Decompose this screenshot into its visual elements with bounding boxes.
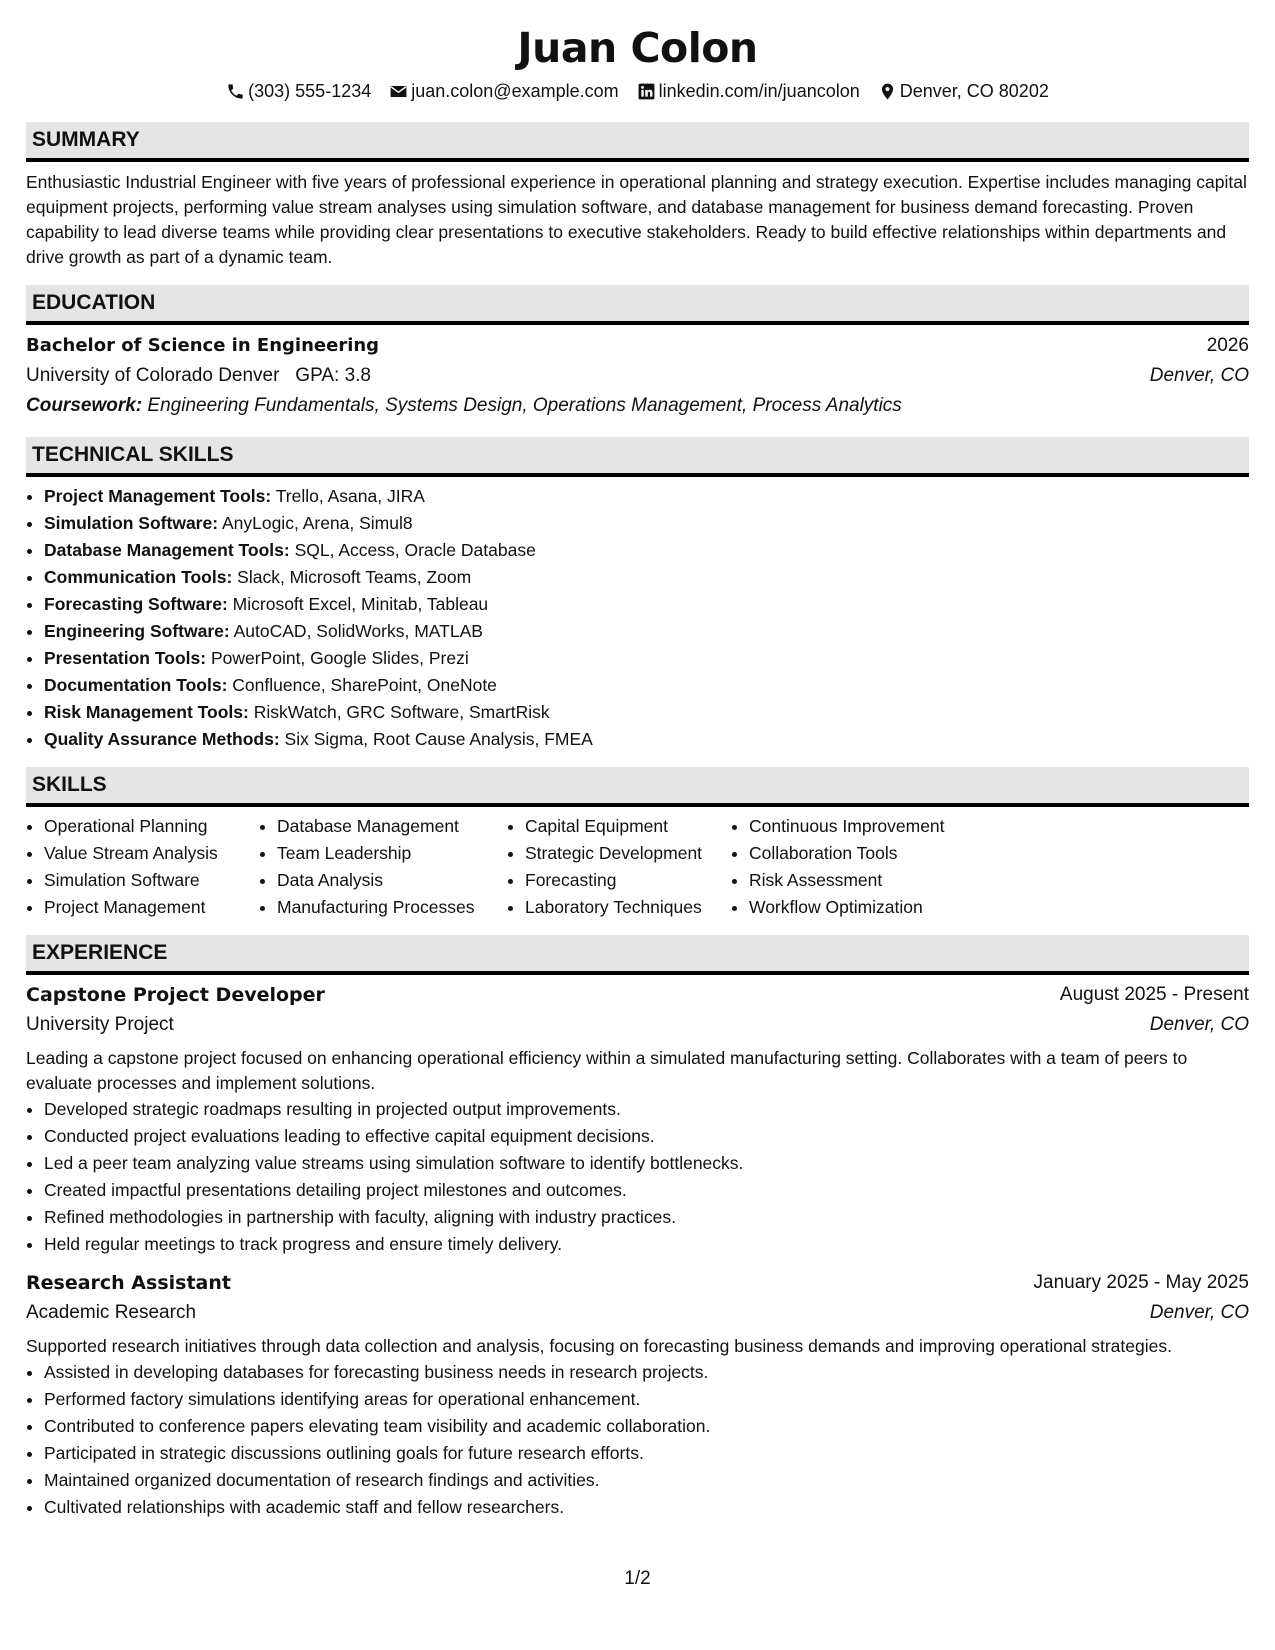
skill-values: PowerPoint, Google Slides, Prezi [210,648,469,668]
job-title-row [26,1268,1249,1298]
education-row-1 [26,331,1249,361]
page-number: 1/2 [624,1568,651,1589]
list-item: • Team Leadership [277,840,507,867]
skills-column-4 [731,813,945,921]
degree-title: Bachelor of Science in Engineering [26,335,380,356]
job-title: Research Assistant [26,1272,231,1294]
list-item [44,537,1249,564]
coursework-list: Engineering Fundamentals, Systems Design, Operations Management, Process Analytics [147,395,902,416]
skill-category: Quality Assurance Methods: [44,729,280,749]
list-item [44,618,1249,645]
skills-column-1 [26,813,259,921]
list-item: • Led a peer team analyzing value streams using simulation software to identify bottlenecks. [44,1150,1249,1177]
summary-heading: SUMMARY [26,122,1249,162]
coursework-label: Coursework: [26,395,143,416]
list-item: • Created impactful presentations detailing project milestones and outcomes. [44,1177,1249,1204]
skills-heading: SKILLS [26,767,1249,807]
job-description: Leading a capstone project focused on enhancing operational efficiency within a simulated manufacturing setting. Collaborates with a team of peers to evaluate processes and implement solutions. [26,1048,1188,1093]
list-item: • Collaboration Tools [749,840,945,867]
job-bullets [26,1096,1249,1258]
list-item: • Database Management [277,813,507,840]
job-org-row [26,1010,1249,1040]
list-item: • Forecasting [525,867,731,894]
list-item: • Simulation Software [44,867,259,894]
list-item: • Assisted in developing databases for forecasting business needs in research projects. [44,1359,1249,1386]
list-item [44,672,1249,699]
email-link[interactable]: juan.colon@example.com [411,81,619,101]
list-item: • Workflow Optimization [749,894,945,921]
job-org: Academic Research [26,1302,197,1323]
linkedin-link[interactable]: linkedin.com/in/juancolon [658,81,860,101]
technical-skills-list [26,483,1249,753]
education-row-2 [26,361,1249,391]
skills-column-3 [507,813,731,921]
skill-category: Project Management Tools: [44,486,272,506]
skill-values: Six Sigma, Root Cause Analysis, FMEA [284,729,593,749]
list-item: • Developed strategic roadmaps resulting in projected output improvements. [44,1096,1249,1123]
list-item: • Manufacturing Processes [277,894,507,921]
envelope-icon [389,82,408,101]
contact-email[interactable] [389,78,618,104]
list-item: • Participated in strategic discussions outlining goals for future research efforts. [44,1440,1249,1467]
list-item: • Capital Equipment [525,813,731,840]
job-dates: August 2025 - Present [1059,984,1249,1005]
job-description: Supported research initiatives through data collection and analysis, focusing on forecasting business demands and improving operational strategies. [26,1336,1172,1356]
job-org-row [26,1298,1249,1328]
job-location: Denver, CO [1149,1014,1249,1035]
list-item: • Laboratory Techniques [525,894,731,921]
gpa: GPA: 3.8 [295,365,371,386]
list-item: • Project Management [44,894,259,921]
resume-page [26,18,1249,1531]
list-item: • Conducted project evaluations leading to effective capital equipment decisions. [44,1123,1249,1150]
list-item: • Continuous Improvement [749,813,945,840]
phone-icon [226,82,245,101]
skill-category: Communication Tools: [44,567,233,587]
job-entry [26,980,1249,1258]
list-item [44,510,1249,537]
education-entry [26,331,1249,421]
job-title: Capstone Project Developer [26,984,325,1006]
contact-phone [226,78,371,104]
skill-category: Forecasting Software: [44,594,228,614]
skill-values: SQL, Access, Oracle Database [294,540,536,560]
skill-category: Risk Management Tools: [44,702,249,722]
list-item: • Operational Planning [44,813,259,840]
graduation-year: 2026 [1206,335,1249,356]
coursework-line [26,391,1249,421]
list-item: • Risk Assessment [749,867,945,894]
list-item: • Contributed to conference papers elevating team visibility and academic collaboration. [44,1413,1249,1440]
education-heading: EDUCATION [26,285,1249,325]
contact-location [878,78,1049,104]
list-item: • Performed factory simulations identifying areas for operational enhancement. [44,1386,1249,1413]
skill-category: Presentation Tools: [44,648,207,668]
list-item: • Data Analysis [277,867,507,894]
job-title-row [26,980,1249,1010]
contact-bar [26,78,1249,104]
skill-values: RiskWatch, GRC Software, SmartRisk [253,702,550,722]
skills-column-2 [259,813,507,921]
skill-values: Slack, Microsoft Teams, Zoom [237,567,472,587]
phone-text: (303) 555-1234 [248,81,372,101]
skills-grid [26,813,1249,921]
location-text: Denver, CO 80202 [899,81,1049,101]
skill-category: Simulation Software: [44,513,219,533]
skill-category: Documentation Tools: [44,675,228,695]
list-item [44,726,1249,753]
skill-values: AutoCAD, SolidWorks, MATLAB [233,621,483,641]
list-item [44,483,1249,510]
school-location: Denver, CO [1149,365,1249,386]
linkedin-icon [637,82,656,101]
list-item [44,699,1249,726]
list-item: • Value Stream Analysis [44,840,259,867]
candidate-name: Juan Colon [517,24,758,72]
job-entry [26,1268,1249,1521]
skill-category: Database Management Tools: [44,540,290,560]
list-item: • Strategic Development [525,840,731,867]
skill-values: Microsoft Excel, Minitab, Tableau [232,594,489,614]
list-item [44,645,1249,672]
list-item [44,564,1249,591]
job-org: University Project [26,1014,174,1035]
list-item: • Cultivated relationships with academic staff and fellow researchers. [44,1494,1249,1521]
contact-linkedin[interactable] [637,78,860,104]
summary-text: Enthusiastic Industrial Engineer with five years of professional experience in operational planning and strategy execution. Expertise includes managing capital equipment projects, performing value stream analyses using simulation software, and database management for business demand forecasting. Proven capability to lead diverse teams while providing clear presentations to executive stakeholders. Ready to build effective relationships within departments and drive growth as part of a dynamic team. [26,172,1247,267]
skill-values: AnyLogic, Arena, Simul8 [221,513,413,533]
job-location: Denver, CO [1149,1302,1249,1323]
skill-values: Confluence, SharePoint, OneNote [232,675,497,695]
skill-category: Engineering Software: [44,621,230,641]
school-name: University of Colorado Denver [26,365,280,386]
experience-heading: EXPERIENCE [26,935,1249,975]
school-line [26,361,371,391]
list-item: • Maintained organized documentation of research findings and activities. [44,1467,1249,1494]
job-bullets [26,1359,1249,1521]
list-item: • Refined methodologies in partnership with faculty, aligning with industry practices. [44,1204,1249,1231]
list-item [44,591,1249,618]
map-pin-icon [878,82,897,101]
job-dates: January 2025 - May 2025 [1033,1272,1249,1293]
list-item: • Held regular meetings to track progress and ensure timely delivery. [44,1231,1249,1258]
technical-skills-heading: TECHNICAL SKILLS [26,437,1249,477]
skill-values: Trello, Asana, JIRA [275,486,425,506]
